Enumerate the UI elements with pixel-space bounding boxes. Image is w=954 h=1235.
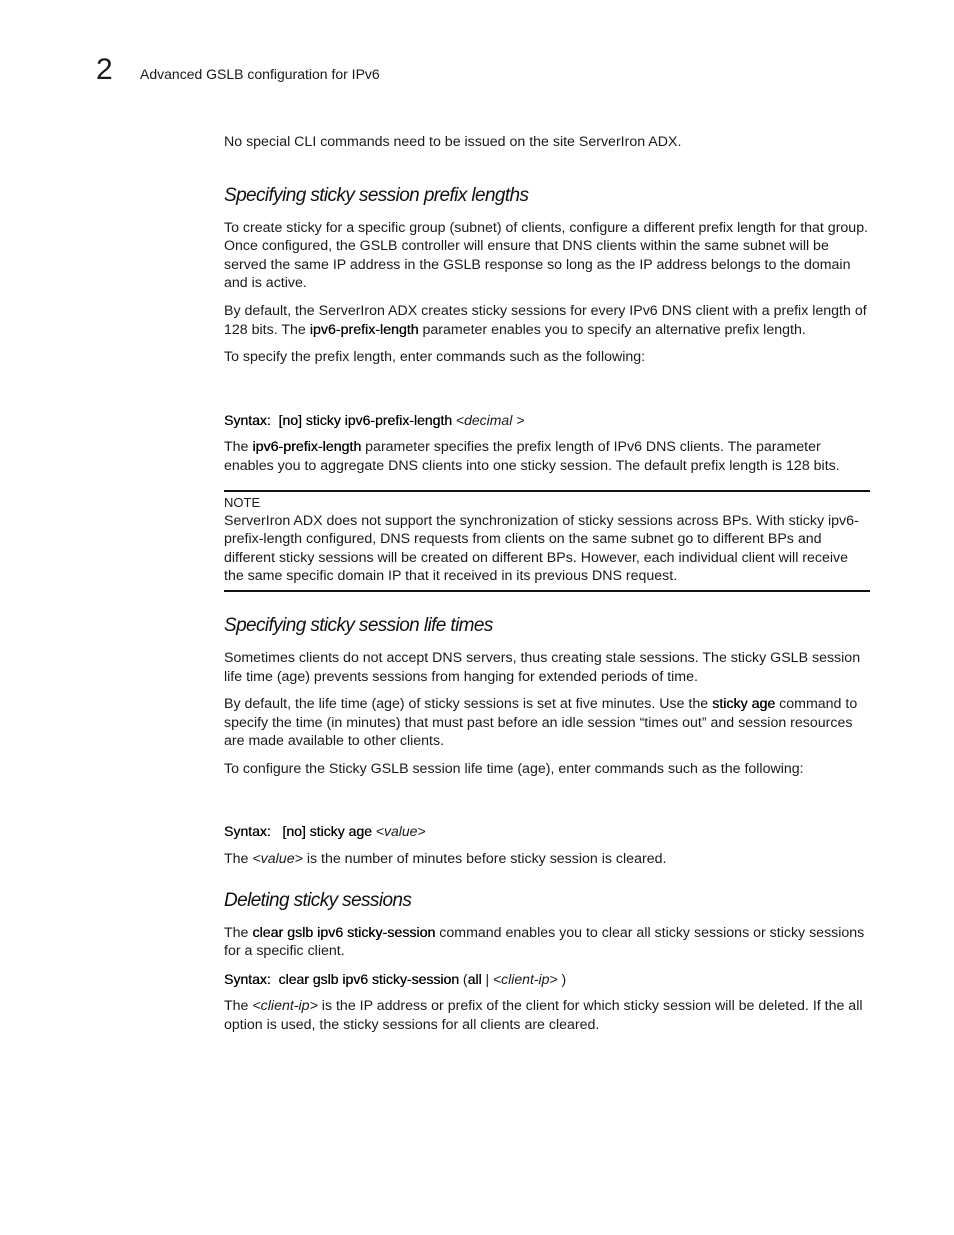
section-heading-prefix-lengths: Specifying sticky session prefix lengths [224, 184, 529, 206]
command-keyword: sticky age [712, 696, 776, 713]
prefix-paragraph-3: To specify the prefix length, enter commands such as the following: [224, 349, 646, 366]
page-content [224, 133, 870, 1044]
command-keyword: ipv6-prefix-length [252, 439, 362, 456]
prefix-paragraph-4: The ipv6-prefix-length parameter specifies the prefix length of IPv6 DNS clients. The parameter enables you to aggregate DNS clients into one sticky session. The default prefix length is 128 bits. [224, 439, 840, 474]
chapter-number: 2 [96, 53, 113, 86]
prefix-paragraph-1: To create sticky for a specific group (subnet) of clients, configure a different prefix length for that group. Once configured, the GSLB controller will ensure that DNS clients within the same subnet will be served the same IP address in the GSLB response so long as the IP address belongs to the domain and is active. [224, 219, 869, 292]
command-keyword: clear gslb ipv6 sticky-session [252, 924, 436, 941]
chapter-title: Advanced GSLB configuration for IPv6 [140, 66, 380, 82]
page-header [0, 0, 954, 100]
section-heading-deleting: Deleting sticky sessions [224, 889, 412, 911]
syntax-sticky-age: Syntax: [no] sticky age <value> [224, 823, 426, 840]
section-heading-life-times: Specifying sticky session life times [224, 614, 493, 636]
life-paragraph-1: Sometimes clients do not accept DNS servers, thus creating stale sessions. The sticky GSLB session life time (age) prevents sessions from hanging for extended periods of time. [224, 649, 861, 685]
syntax-clear-sticky: Syntax: clear gslb ipv6 sticky-session (all | <client-ip> ) [224, 970, 567, 987]
intro-paragraph: No special CLI commands need to be issued on the site ServerIron ADX. [224, 134, 682, 150]
note-text: ServerIron ADX does not support the synchronization of sticky sessions across BPs. With sticky ipv6-prefix-length configured, DNS requests from clients on the same subnet go to different BPs and different sticky sessions will be created on different BPs. However, each individual client will receive the same specific domain IP that it received in its previous DNS request. [224, 512, 859, 585]
life-paragraph-2: By default, the life time (age) of sticky sessions is set at five minutes. Use the sticky age command to specify the time (in minutes) that must past before an idle session “times out” and session resources are made available to other clients. [224, 696, 858, 750]
command-keyword: ipv6-prefix-length [309, 321, 419, 338]
life-paragraph-3: To configure the Sticky GSLB session life time (age), enter commands such as the following: [224, 760, 804, 777]
delete-paragraph-1: The clear gslb ipv6 sticky-session command enables you to clear all sticky sessions or sticky sessions for a specific client. [224, 924, 865, 960]
delete-paragraph-2: The <client-ip> is the IP address or prefix of the client for which sticky session will be deleted. If the all option is used, the sticky sessions for all clients are cleared. [224, 998, 863, 1034]
prefix-paragraph-2: By default, the ServerIron ADX creates sticky sessions for every IPv6 DNS client with a prefix length of 128 bits. The ipv6-prefix-length parameter enables you to specify an alternative prefix length. [224, 302, 867, 338]
note-label: NOTE [224, 494, 261, 510]
note-box [224, 490, 870, 592]
life-paragraph-4: The <value> is the number of minutes before sticky session is cleared. [224, 851, 667, 868]
syntax-prefix-length: Syntax: [no] sticky ipv6-prefix-length <decimal > [224, 411, 525, 428]
